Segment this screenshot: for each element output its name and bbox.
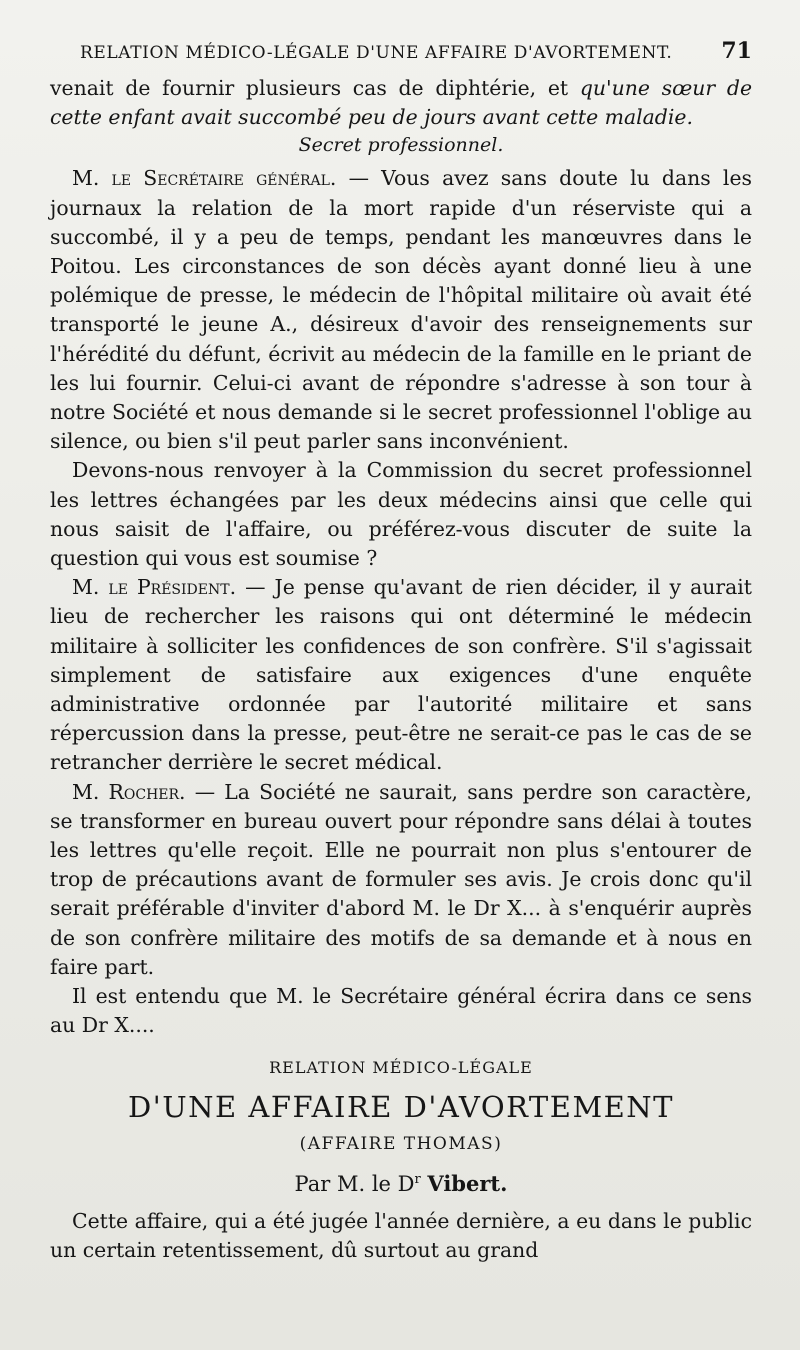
article-subtitle: (AFFAIRE THOMAS)	[299, 1133, 503, 1154]
article-opening-paragraph: Cette affaire, qui a été jugée l'année dernière, a eu dans le public un certain retentissement, dû surtout au grand	[50, 1208, 752, 1262]
paragraph-text: Devons-nous renvoyer à la Commission du secret professionnel les lettres échangées par les deux médecins ainsi que celle qui nous saisit de l'affaire, ou préférez-vous discuter de suite la question qui vous est soumise ?	[50, 458, 752, 571]
speaker-name: M. le Secrétaire général.	[72, 166, 337, 191]
author-name: Vibert.	[427, 1170, 508, 1196]
paragraph-text: — La Société ne saurait, sans perdre son caractère, se transformer en bureau ouvert pour répondre sans délai à toutes les lettres qu'elle reçoit. Elle ne pourrait non plus s'entourer de trop de précautions avant de formuler ses avis. Je crois donc qu'il serait préférable d'inviter d'abord M. le Dr X... à s'enquérir auprès de son confrère militaire des motifs de sa demande et à nous en faire part.	[50, 779, 752, 979]
paragraph-text: — Je pense qu'avant de rien décider, il y aurait lieu de rechercher les raisons qui ont déterminé le médecin militaire à solliciter les confidences de son confrère. S'il s'agissait simplement de satisfaire aux exigences d'une enquête administrative ordonnée par l'autorité militaire et sans répercussion dans la presse, peut-être ne serait-ce pas le cas de se retrancher derrière le secret médical.	[50, 575, 752, 775]
paragraph-conclusion	[50, 982, 752, 1040]
continuation-text: venait de fournir plusieurs cas de diphtérie, et	[50, 76, 580, 100]
section-title: Secret professionnel.	[298, 134, 504, 157]
paragraph-secretaire	[50, 164, 752, 456]
paragraph-president	[50, 573, 752, 777]
article-kicker: RELATION MÉDICO-LÉGALE	[269, 1057, 533, 1077]
paragraph-text: Il est entendu que M. le Secrétaire général écrira dans ce sens au Dr X....	[50, 984, 752, 1038]
paragraph-question	[50, 456, 752, 573]
page-number: 71	[721, 38, 752, 64]
continuation-italic: qu'une sœur de cette enfant avait succombé peu de jours avant cette maladie.	[50, 76, 753, 130]
article-author	[50, 1167, 752, 1201]
continuation-paragraph	[50, 74, 752, 132]
author-sup: r	[414, 1171, 421, 1187]
running-title: RELATION MÉDICO-LÉGALE D'UNE AFFAIRE D'AVORTEMENT.	[80, 43, 673, 63]
running-header	[80, 38, 752, 64]
speaker-name: M. Rocher.	[72, 779, 186, 804]
author-prefix: Par M. le D	[294, 1171, 415, 1196]
speaker-name: M. le Président.	[72, 575, 237, 600]
paragraph-rocher	[50, 778, 752, 982]
article-heading	[50, 1055, 752, 1201]
paragraph-text: — Vous avez sans doute lu dans les journaux la relation de la mort rapide d'un réserviste qui a succombé, il y a peu de temps, pendant les manœuvres dans le Poitou. Les circonstances de son décès ayant donné lieu à une polémique de presse, le médecin de l'hôpital militaire où avait été transporté le jeune A., désireux d'avoir des renseignements sur l'hérédité du défunt, écrivit au médecin de la famille en le priant de les lui fournir. Celui-ci avant de répondre s'adresse à son tour à notre Société et nous demande si le secret professionnel l'oblige au silence, ou bien s'il peut parler sans inconvénient.	[50, 166, 752, 454]
article-title: D'UNE AFFAIRE D'AVORTEMENT	[127, 1089, 675, 1124]
